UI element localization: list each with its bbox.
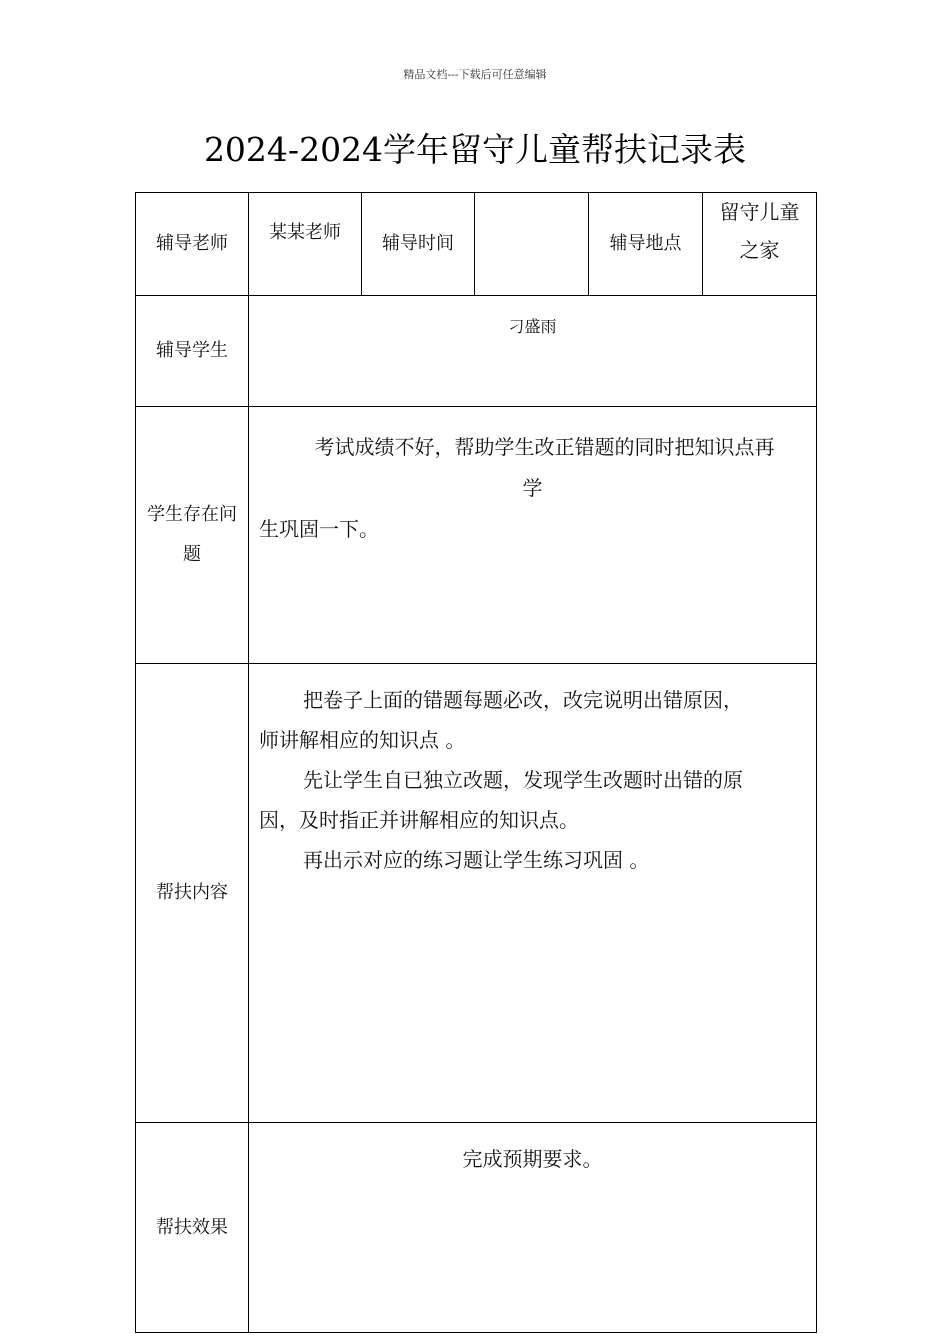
problem-label — [136, 407, 249, 664]
problem-label-line2: 题 — [183, 544, 201, 565]
document-title: 2024-2024学年留守儿童帮扶记录表 — [203, 130, 747, 169]
help-content — [249, 664, 817, 1123]
problem-line-2: 学 — [522, 476, 543, 500]
location-label: 辅导地点 — [589, 193, 703, 296]
location-value-line1: 留守儿童 — [719, 200, 800, 224]
table-row-problem — [136, 407, 817, 664]
student-value: 刁盛雨 — [249, 296, 817, 407]
table-row-student — [136, 296, 817, 407]
help-label: 帮扶内容 — [136, 664, 249, 1123]
help-paragraph-3: 再出示对应的练习题让学生练习巩固 。 — [303, 848, 650, 872]
table-row-info — [136, 193, 817, 296]
help-paragraph-2-line-1: 先让学生自已独立改题，发现学生改题时出错的原 — [303, 768, 743, 792]
problem-label-line1: 学生存在问 — [147, 504, 237, 525]
location-value — [703, 193, 817, 296]
problem-line-3: 生巩固一下。 — [259, 517, 379, 541]
record-table — [135, 192, 817, 1333]
table-row-help — [136, 664, 817, 1123]
problem-content — [249, 407, 817, 664]
help-paragraph-1-line-1: 把卷子上面的错题每题必改，改完说明出错原因， — [303, 688, 743, 712]
table-row-effect — [136, 1123, 817, 1333]
effect-label: 帮扶效果 — [136, 1123, 249, 1333]
teacher-label: 辅导老师 — [136, 193, 249, 296]
location-value-line2: 之家 — [739, 238, 780, 262]
student-label: 辅导学生 — [136, 296, 249, 407]
problem-line-1: 考试成绩不好，帮助学生改正错题的同时把知识点再 — [314, 435, 775, 459]
time-label: 辅导时间 — [362, 193, 475, 296]
effect-value: 完成预期要求。 — [249, 1123, 817, 1333]
help-paragraph-1-line-2: 师讲解相应的知识点 。 — [259, 728, 466, 752]
teacher-value: 某某老师 — [249, 193, 362, 296]
help-paragraph-2-line-2: 因，及时指正并讲解相应的知识点。 — [259, 808, 579, 832]
header-note: 精品文档---下载后可任意编辑 — [403, 68, 547, 81]
time-value — [475, 193, 589, 296]
